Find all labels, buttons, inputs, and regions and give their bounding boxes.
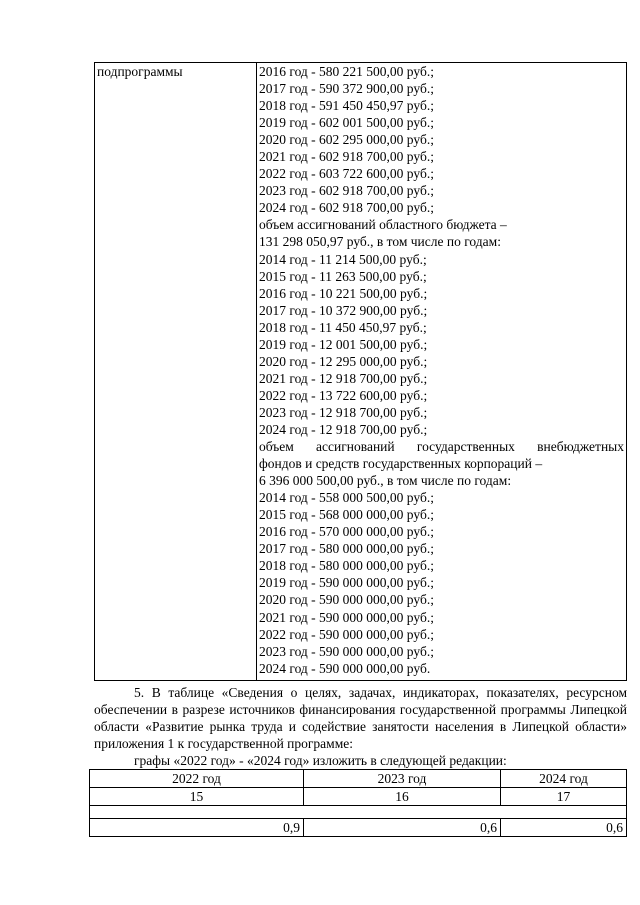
funds-line: 2022 год - 590 000 000,00 руб.; [259, 626, 434, 642]
budget-line: 2021 год - 602 918 700,00 руб.; [259, 149, 434, 165]
regional-line: 2016 год - 10 221 500,00 руб.; [259, 285, 428, 301]
funds-line: 2019 год - 590 000 000,00 руб.; [259, 575, 434, 591]
value-cell: 0,9 [90, 819, 304, 837]
column-number: 15 [90, 788, 304, 806]
budget-line: 2022 год - 603 722 600,00 руб.; [259, 166, 434, 182]
regional-line: 2019 год - 12 001 500,00 руб.; [259, 336, 428, 352]
funds-line: 2020 год - 590 000 000,00 руб.; [259, 592, 434, 608]
paragraph-text: 5. В таблице «Сведения о целях, задачах, индикаторах, показателях, ресурсном обеспечении в разрезе источников финансирования государственной программы Липецкой области «Развитие рынка труда и содействие занятости населения в Липецкой области» приложения 1 к государственной программе: [94, 685, 627, 751]
budget-line: 2023 год - 602 918 700,00 руб.; [259, 183, 434, 199]
budget-left-cell [95, 63, 257, 680]
budget-table [94, 62, 627, 681]
subprogram-label: подпрограммы [97, 64, 183, 79]
budget-line: 2018 год - 591 450 450,97 руб.; [259, 98, 434, 114]
regional-total: 131 298 050,97 руб., в том числе по годам: [259, 234, 501, 250]
value-cell: 0,6 [501, 819, 627, 837]
funds-line: 2016 год - 570 000 000,00 руб.; [259, 524, 434, 540]
regional-line: 2014 год - 11 214 500,00 руб.; [259, 251, 427, 267]
regional-line: 2023 год - 12 918 700,00 руб.; [259, 404, 428, 420]
funds-line: 2018 год - 580 000 000,00 руб.; [259, 558, 434, 574]
regional-line: 2015 год - 11 263 500,00 руб.; [259, 268, 427, 284]
regional-line: 2018 год - 11 450 450,97 руб.; [259, 319, 427, 335]
regional-line: 2017 год - 10 372 900,00 руб.; [259, 302, 428, 318]
budget-right-cell [257, 63, 626, 680]
funds-line: 2017 год - 580 000 000,00 руб.; [259, 541, 434, 557]
budget-line: 2019 год - 602 001 500,00 руб.; [259, 115, 434, 131]
column-number-row [90, 788, 627, 806]
budget-line: 2020 год - 602 295 000,00 руб.; [259, 132, 434, 148]
years-table [89, 769, 627, 837]
funds-line: 2023 год - 590 000 000,00 руб.; [259, 643, 434, 659]
value-row [90, 819, 627, 837]
years-header-row [90, 770, 627, 788]
year-header: 2022 год [90, 770, 304, 788]
funds-line: 2014 год - 558 000 500,00 руб.; [259, 490, 434, 506]
blank-row [90, 806, 627, 819]
funds-heading: объем ассигнований государственных внебюджетных [259, 439, 624, 455]
budget-line: 2024 год - 602 918 700,00 руб.; [259, 200, 434, 216]
regional-line: 2022 год - 13 722 600,00 руб.; [259, 387, 428, 403]
budget-line: 2016 год - 580 221 500,00 руб.; [259, 64, 434, 79]
funds-total: 6 396 000 500,00 руб., в том числе по годам: [259, 473, 512, 489]
blank-cell [90, 806, 627, 819]
regional-line: 2021 год - 12 918 700,00 руб.; [259, 370, 428, 386]
budget-line: 2017 год - 590 372 900,00 руб.; [259, 81, 434, 97]
regional-line: 2024 год - 12 918 700,00 руб.; [259, 421, 428, 437]
column-number: 16 [304, 788, 501, 806]
columns-instruction: графы «2022 год» - «2024 год» изложить в следующей редакции: [134, 753, 507, 768]
funds-line: 2021 год - 590 000 000,00 руб.; [259, 609, 434, 625]
funds-line: 2024 год - 590 000 000,00 руб. [259, 660, 431, 676]
year-header: 2023 год [304, 770, 501, 788]
year-header: 2024 год [501, 770, 627, 788]
value-cell: 0,6 [304, 819, 501, 837]
column-number: 17 [501, 788, 627, 806]
funds-line: 2015 год - 568 000 000,00 руб.; [259, 507, 434, 523]
amendment-paragraph [94, 684, 627, 752]
funds-heading-cont: фондов и средств государственных корпораций – [259, 456, 543, 472]
regional-line: 2020 год - 12 295 000,00 руб.; [259, 353, 428, 369]
regional-heading: объем ассигнований областного бюджета – [259, 217, 507, 233]
